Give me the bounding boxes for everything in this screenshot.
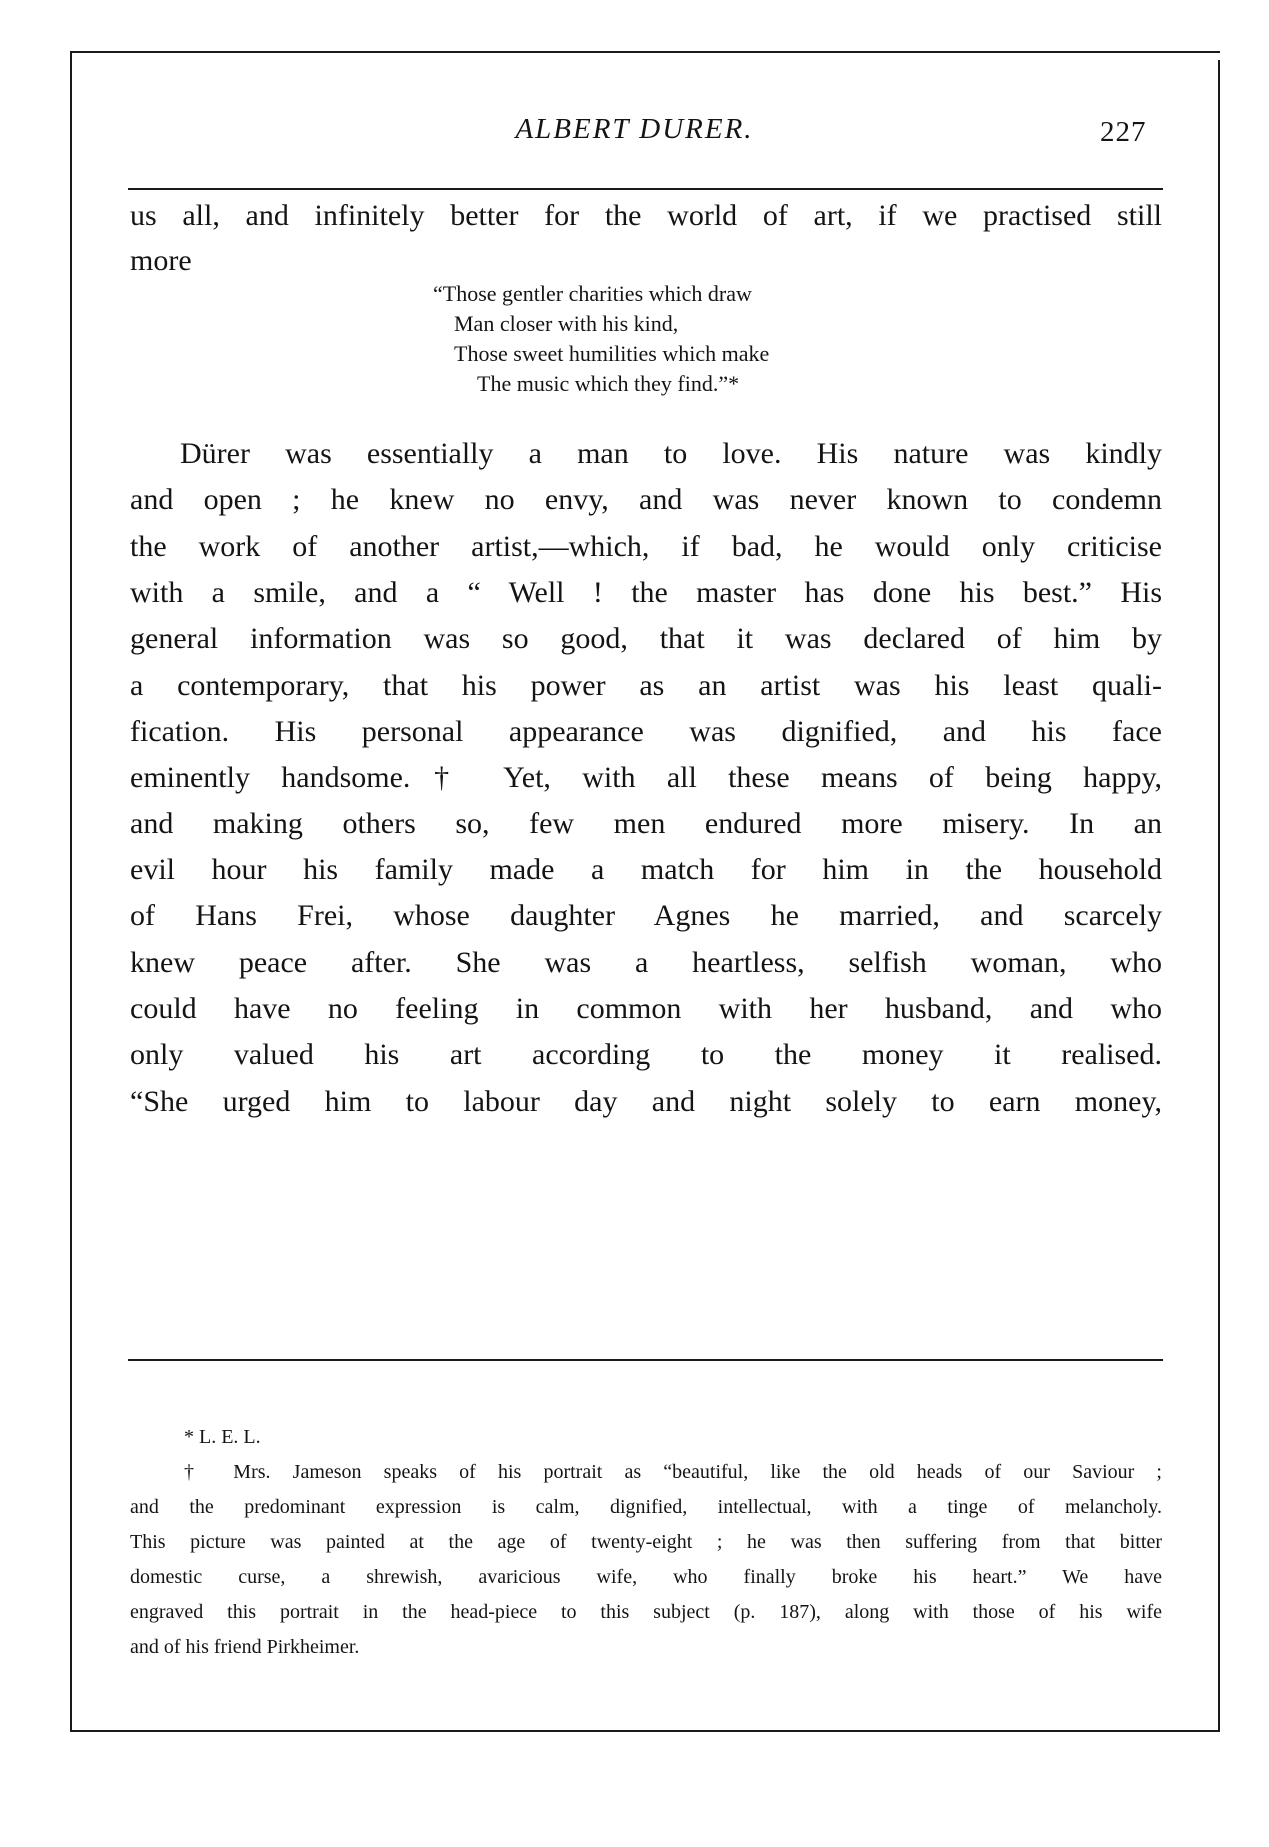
page-number: 227 [1100, 116, 1147, 148]
footnote-line: * L. E. L. [184, 1426, 261, 1448]
running-title: ALBERT DURER. [515, 113, 754, 145]
verse-line: The music which they find.”* [477, 371, 740, 396]
page-frame-bottom-border [70, 1730, 1220, 1732]
paragraph-line: evil hour his family made a match for him in the household [130, 853, 1162, 886]
paragraph-line: the work of another artist,—which, if bad, he would only criticise [130, 530, 1162, 563]
paragraph-line: could have no feeling in common with her husband, and who [130, 992, 1162, 1025]
paragraph-line: and making others so, few men endured more misery. In an [130, 807, 1162, 840]
opening-line: more [130, 244, 192, 277]
page-frame-right-border [1218, 60, 1220, 1732]
footnote-rule [128, 1359, 1163, 1361]
footnote-line: † Mrs. Jameson speaks of his portrait as “beautiful, like the old heads of our Saviour ; [184, 1461, 1162, 1483]
paragraph-line: of Hans Frei, whose daughter Agnes he married, and scarcely [130, 899, 1162, 932]
footnote-line: engraved this portrait in the head-piece to this subject (p. 187), along with those of his wife [130, 1601, 1162, 1623]
paragraph-line: “She urged him to labour day and night solely to earn money, [130, 1085, 1162, 1118]
paragraph-line: and open ; he knew no envy, and was never known to condemn [130, 483, 1162, 516]
footnote-line: and of his friend Pirkheimer. [130, 1636, 360, 1658]
paragraph-line: knew peace after. She was a heartless, selfish woman, who [130, 946, 1162, 979]
paragraph-line: only valued his art according to the money it realised. [130, 1038, 1162, 1071]
paragraph-line: Dürer was essentially a man to love. His nature was kindly [180, 437, 1162, 470]
paragraph-line: eminently handsome.† Yet, with all these means of being happy, [130, 761, 1162, 794]
paragraph-line: with a smile, and a “ Well ! the master has done his best.” His [130, 576, 1162, 609]
paragraph-line: fication. His personal appearance was dignified, and his face [130, 715, 1162, 748]
verse-line: Man closer with his kind, [454, 311, 679, 336]
verse-line: “Those gentler charities which draw [433, 281, 752, 306]
opening-line: us all, and infinitely better for the world of art, if we practised still [130, 199, 1162, 232]
footnote-line: and the predominant expression is calm, dignified, intellectual, with a tinge of melancholy. [130, 1496, 1162, 1518]
footnote-line: domestic curse, a shrewish, avaricious wife, who finally broke his heart.” We have [130, 1566, 1162, 1588]
verse-line: Those sweet humilities which make [454, 341, 770, 366]
paragraph-line: a contemporary, that his power as an artist was his least quali- [130, 669, 1162, 702]
footnote-line: This picture was painted at the age of twenty-eight ; he was then suffering from that bitter [130, 1531, 1162, 1553]
paragraph-line: general information was so good, that it was declared of him by [130, 622, 1162, 655]
page-frame-top-border [70, 51, 1220, 53]
page-frame-left-border [70, 51, 72, 1732]
header-rule [128, 188, 1163, 190]
